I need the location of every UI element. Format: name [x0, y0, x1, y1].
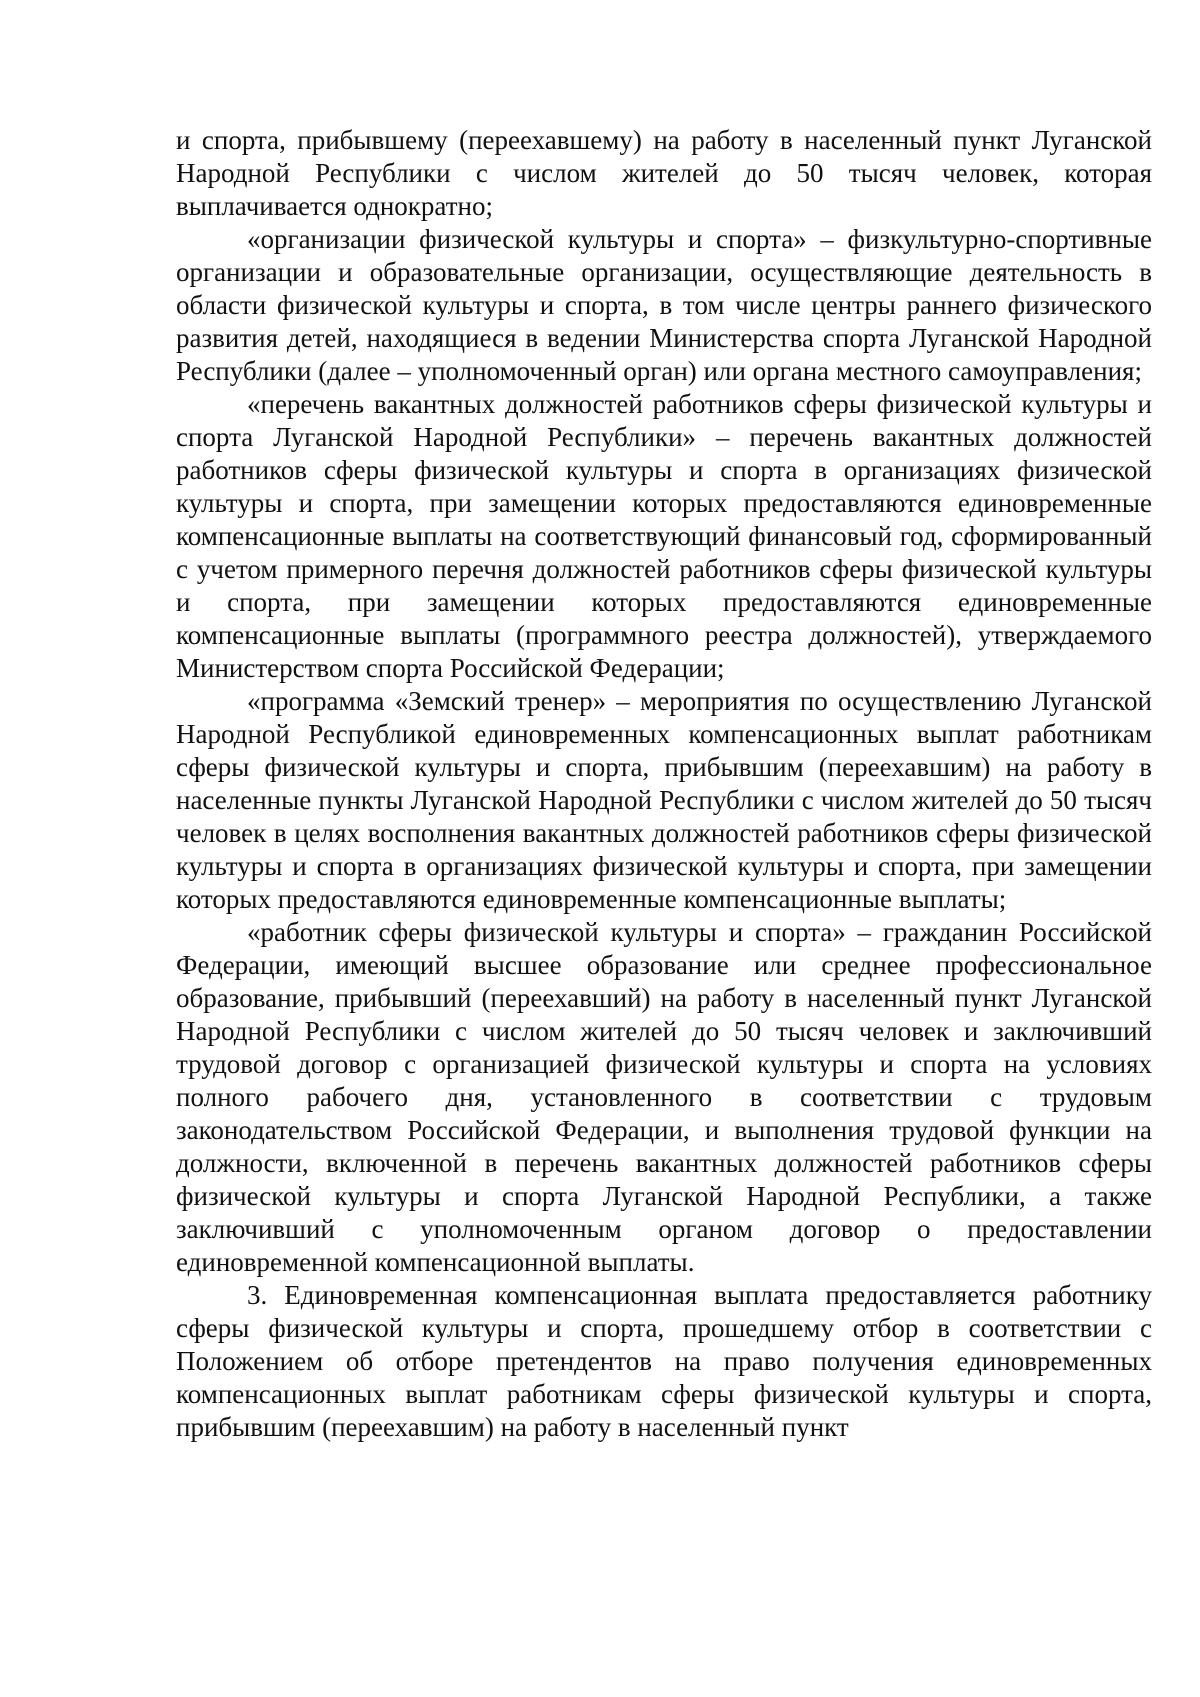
paragraph-definition-worker: «работник сферы физической культуры и спорта» – гражданин Российской Федерации, имеющий высшее образование или среднее профессиональное образование, прибывший (переехавший) на работу в населенный пункт Луганской Народной Республики с числом жителей до 50 тысяч человек и заключивший трудовой договор с организацией физической культуры и спорта на условиях полного рабочего дня, установленного в соответствии с трудовым законодательством Российской Федерации, и выполнения трудовой функции на должности, включенной в перечень вакантных должностей работников сферы физической культуры и спорта Луганской Народной Республики, а также заключивший с уполномоченным органом договор о предоставлении единовременной компенсационной выплаты.: [176, 917, 1152, 1277]
paragraph-definition-organizations: «организации физической культуры и спорта» – физкультурно-спортивные организации и образовательные организации, осуществляющие деятельность в области физической культуры и спорта, в том числе центры раннего физического развития детей, находящиеся в ведении Министерства спорта Луганской Народной Республики (далее – уполномоченный орган) или органа местного самоуправления;: [176, 224, 1152, 386]
document-body: [176, 124, 1152, 1444]
paragraph-definition-program: «программа «Земский тренер» – мероприятия по осуществлению Луганской Народной Республикой единовременных компенсационных выплат работникам сферы физической культуры и спорта, прибывшим (переехавшим) на работу в населенные пункты Луганской Народной Республики с числом жителей до 50 тысяч человек в целях восполнения вакантных должностей работников сферы физической культуры и спорта в организациях физической культуры и спорта, при замещении которых предоставляются единовременные компенсационные выплаты;: [176, 686, 1152, 914]
paragraph-definition-vacancy-list: «перечень вакантных должностей работников сферы физической культуры и спорта Луганской Народной Республики» – перечень вакантных должностей работников сферы физической культуры и спорта в организациях физической культуры и спорта, при замещении которых предоставляются единовременные компенсационные выплаты на соответствующий финансовый год, сформированный с учетом примерного перечня должностей работников сферы физической культуры и спорта, при замещении которых предоставляются единовременные компенсационные выплаты (программного реестра должностей), утверждаемого Министерством спорта Российской Федерации;: [176, 389, 1152, 683]
paragraph-item-3: 3. Единовременная компенсационная выплата предоставляется работнику сферы физической культуры и спорта, прошедшему отбор в соответствии с Положением об отборе претендентов на право получения единовременных компенсационных выплат работникам сферы физической культуры и спорта, прибывшим (переехавшим) на работу в населенный пункт: [176, 1280, 1152, 1442]
paragraph-continuation: и спорта, прибывшему (переехавшему) на работу в населенный пункт Луганской Народной Республики с числом жителей до 50 тысяч человек, которая выплачивается однократно;: [176, 125, 1152, 221]
